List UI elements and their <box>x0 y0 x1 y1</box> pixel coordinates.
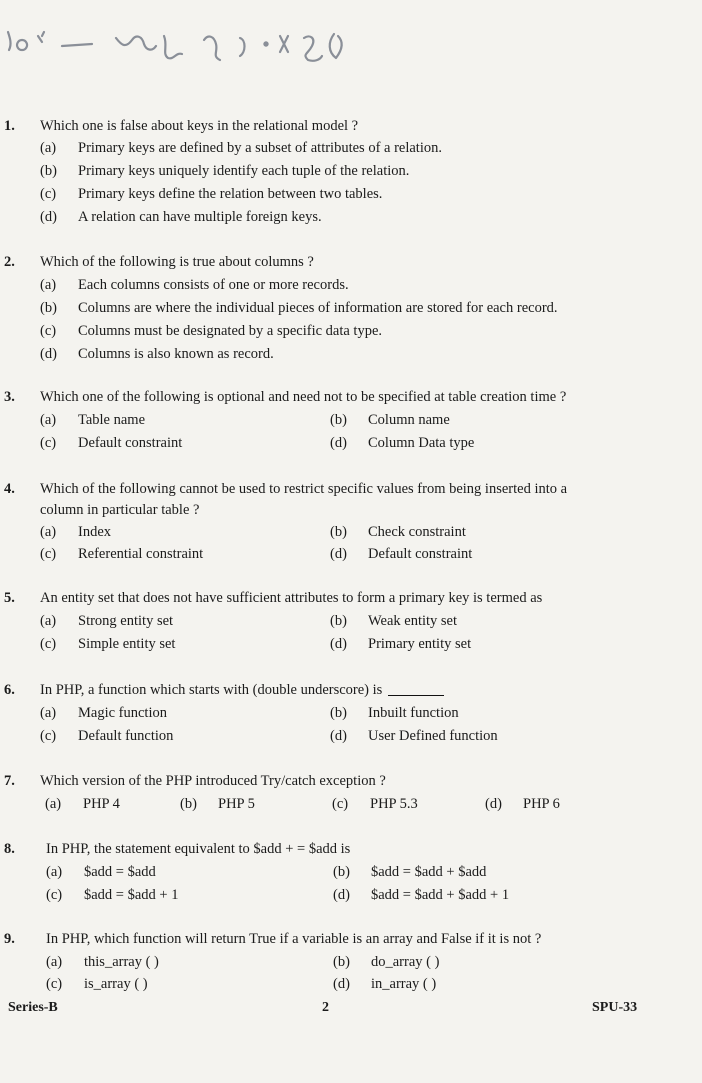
page-number: 2 <box>322 1000 329 1015</box>
option-c: (c) Default constraint <box>40 435 183 451</box>
option-d: (d) $add = $add + $add + 1 <box>333 887 510 903</box>
option-b: (b) $add = $add + $add <box>333 864 487 880</box>
question-text-line-2: column in particular table ? <box>40 502 200 518</box>
option-a: (a) Magic function <box>40 705 167 721</box>
option-d: (d) PHP 6 <box>485 796 560 812</box>
series-label: Series-B <box>8 1000 58 1015</box>
handwritten-note <box>4 18 364 66</box>
option-a: (a) PHP 4 <box>45 796 120 812</box>
option-b: (b) Check constraint <box>330 524 466 540</box>
option-d: (d) Columns is also known as record. <box>40 346 274 362</box>
paper-code: SPU-33 <box>592 1000 638 1015</box>
option-b: (b) Weak entity set <box>330 613 458 629</box>
option-a: (a) Strong entity set <box>40 613 174 629</box>
question-text-line-1: Which of the following cannot be used to restrict specific values from being inserted into a <box>40 481 568 497</box>
option-b: (b) do_array ( ) <box>333 954 440 970</box>
option-d: (d) A relation can have multiple foreign keys. <box>40 209 322 225</box>
option-a: (a) this_array ( ) <box>46 954 159 970</box>
question-text: In PHP, a function which starts with (double underscore) is <box>40 679 652 701</box>
option-b: (b) Column name <box>330 412 450 428</box>
question-text: Which version of the PHP introduced Try/catch exception ? <box>40 773 386 789</box>
question-text: In PHP, which function will return True if a variable is an array and False if it is not ? <box>46 931 542 947</box>
question-text: In PHP, the statement equivalent to $add + = $add is <box>46 841 351 857</box>
option-c: (c) is_array ( ) <box>46 976 148 992</box>
option-c: (c) $add = $add + 1 <box>46 887 179 903</box>
option-d: (d) Primary entity set <box>330 636 472 652</box>
option-b: (b) Columns are where the individual pieces of information are stored for each record. <box>40 300 558 316</box>
option-c: (c) Default function <box>40 728 174 744</box>
question-text: Which of the following is true about columns ? <box>40 254 314 270</box>
option-d: (d) in_array ( ) <box>333 976 437 992</box>
question-number: 9. <box>4 931 15 947</box>
option-b: (b) Inbuilt function <box>330 705 459 721</box>
question-number: 3. <box>4 389 15 405</box>
question-text: Which one is false about keys in the relational model ? <box>40 118 359 134</box>
option-b: (b) PHP 5 <box>180 796 255 812</box>
option-a: (a) Index <box>40 524 112 540</box>
option-c: (c) PHP 5.3 <box>332 796 418 812</box>
question-number: 6. <box>4 682 15 698</box>
question-number: 2. <box>4 254 15 270</box>
option-d: (d) Default constraint <box>330 546 473 562</box>
question-number: 7. <box>4 773 15 789</box>
option-c: (c) Columns must be designated by a specific data type. <box>40 323 383 339</box>
question-number: 4. <box>4 481 15 497</box>
question-number: 8. <box>4 841 15 857</box>
option-b: (b) Primary keys uniquely identify each tuple of the relation. <box>40 163 410 179</box>
option-a: (a) Each columns consists of one or more records. <box>40 277 349 293</box>
option-c: (c) Primary keys define the relation between two tables. <box>40 186 383 202</box>
question-number: 5. <box>4 590 15 606</box>
option-a: (a) Primary keys are defined by a subset of attributes of a relation. <box>40 140 442 156</box>
option-a: (a) $add = $add <box>46 864 156 880</box>
question-text: Which one of the following is optional and need not to be specified at table creation time ? <box>40 389 567 405</box>
option-c: (c) Simple entity set <box>40 636 176 652</box>
handwriting-scribble-icon <box>4 18 364 66</box>
option-c: (c) Referential constraint <box>40 546 204 562</box>
answer-blank <box>388 695 444 696</box>
question-number: 1. <box>4 118 15 134</box>
option-d: (d) Column Data type <box>330 435 475 451</box>
question-text: An entity set that does not have sufficient attributes to form a primary key is termed as <box>40 590 543 606</box>
option-d: (d) User Defined function <box>330 728 498 744</box>
option-a: (a) Table name <box>40 412 146 428</box>
